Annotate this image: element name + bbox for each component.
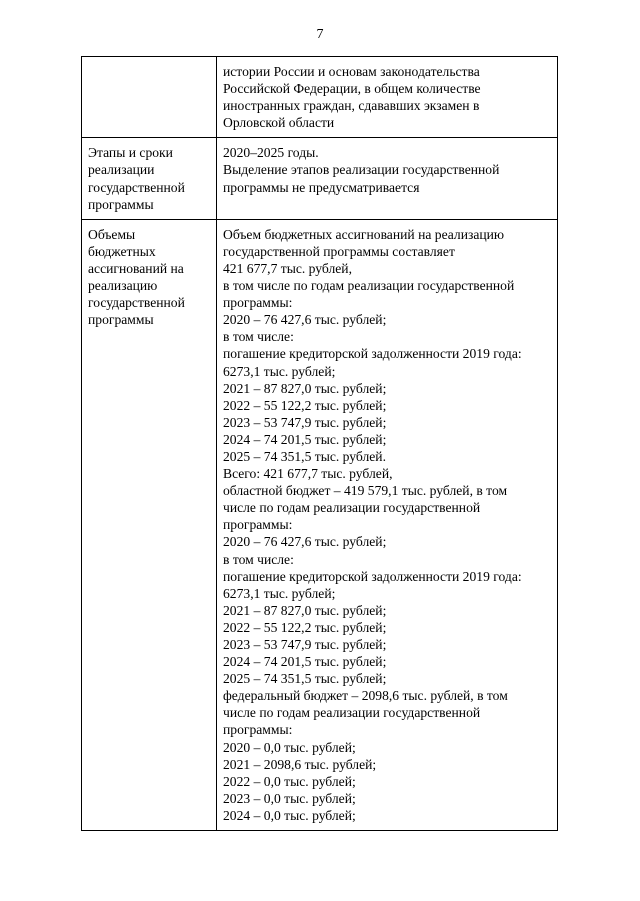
value-line: программы не предусматривается	[223, 179, 420, 195]
value-line: числе по годам реализации государственной	[223, 705, 481, 721]
row-value-cell	[217, 57, 558, 138]
page-number: 7	[316, 27, 324, 42]
row-label-cell	[82, 219, 217, 830]
value-line: федеральный бюджет – 2098,6 тыс. рублей, в том	[223, 688, 508, 704]
label-line: программы	[88, 196, 154, 212]
value-line: 2020 – 76 427,6 тыс. рублей;	[223, 312, 387, 328]
value-line: программы:	[223, 722, 293, 738]
label-line: Этапы и сроки	[88, 145, 173, 161]
label-line: Объемы	[88, 226, 136, 242]
row-value-cell	[217, 219, 558, 830]
value-line: 2023 – 53 747,9 тыс. рублей;	[223, 414, 387, 430]
value-line: Выделение этапов реализации государственной	[223, 162, 500, 178]
value-line: в том числе:	[223, 551, 294, 567]
value-line: 2021 – 2098,6 тыс. рублей;	[223, 756, 377, 772]
value-line: 2025 – 74 351,5 тыс. рублей.	[223, 448, 386, 464]
row-label-cell	[82, 57, 217, 138]
value-line: Объем бюджетных ассигнований на реализацию	[223, 226, 505, 242]
value-line: 2022 – 55 122,2 тыс. рублей;	[223, 397, 387, 413]
value-line: 421 677,7 тыс. рублей,	[223, 260, 352, 276]
program-passport-table	[81, 56, 558, 831]
value-line: погашение кредиторской задолженности 2019 года:	[223, 568, 522, 584]
value-line: Российской Федерации, в общем количестве	[223, 81, 481, 97]
value-line: 2020–2025 годы.	[223, 145, 319, 161]
value-line: 2024 – 74 201,5 тыс. рублей;	[223, 431, 387, 447]
value-line: 2023 – 0,0 тыс. рублей;	[223, 790, 356, 806]
value-line: Всего: 421 677,7 тыс. рублей,	[223, 466, 393, 482]
value-line: 2022 – 55 122,2 тыс. рублей;	[223, 619, 387, 635]
label-line: программы	[88, 312, 154, 328]
value-line: 2024 – 74 201,5 тыс. рублей;	[223, 654, 387, 670]
value-line: в том числе по годам реализации государственной	[223, 278, 515, 294]
table-body	[82, 57, 558, 831]
value-line: программы:	[223, 295, 293, 311]
label-line: ассигнований на	[88, 260, 184, 276]
table-row-continuation-row	[82, 57, 558, 138]
label-line: государственной	[88, 179, 185, 195]
table-row-budget-allocations-row	[82, 219, 558, 830]
table-row-stages-and-terms-row	[82, 138, 558, 219]
value-line: 2023 – 53 747,9 тыс. рублей;	[223, 637, 387, 652]
value-line: областной бюджет – 419 579,1 тыс. рублей, в том	[223, 483, 508, 499]
row-value-cell	[217, 138, 558, 219]
value-line: 2025 – 74 351,5 тыс. рублей;	[223, 671, 387, 687]
value-line: программы:	[223, 517, 293, 533]
value-line: 2022 – 0,0 тыс. рублей;	[223, 773, 356, 789]
value-line: 2020 – 0,0 тыс. рублей;	[223, 739, 356, 755]
value-line: 2020 – 76 427,6 тыс. рублей;	[223, 534, 387, 550]
value-line: 2021 – 87 827,0 тыс. рублей;	[223, 602, 387, 618]
label-line: бюджетных	[88, 243, 156, 259]
label-line: государственной	[88, 295, 185, 311]
value-line: иностранных граждан, сдававших экзамен в	[223, 98, 480, 114]
row-label-cell	[82, 138, 217, 219]
value-line: 2021 – 87 827,0 тыс. рублей;	[223, 380, 387, 396]
value-line: Орловской области	[223, 115, 335, 131]
value-line: 6273,1 тыс. рублей;	[223, 363, 336, 379]
label-line: реализацию	[88, 278, 158, 294]
value-line: числе по годам реализации государственной	[223, 500, 481, 516]
value-line: погашение кредиторской задолженности 2019 года:	[223, 346, 522, 362]
value-line: в том числе:	[223, 329, 294, 345]
value-line: государственной программы составляет	[223, 243, 455, 259]
value-line: 2024 – 0,0 тыс. рублей;	[223, 807, 356, 823]
label-line: реализации	[88, 162, 155, 178]
value-line: 6273,1 тыс. рублей;	[223, 585, 336, 601]
value-line: истории России и основам законодательства	[223, 64, 480, 79]
